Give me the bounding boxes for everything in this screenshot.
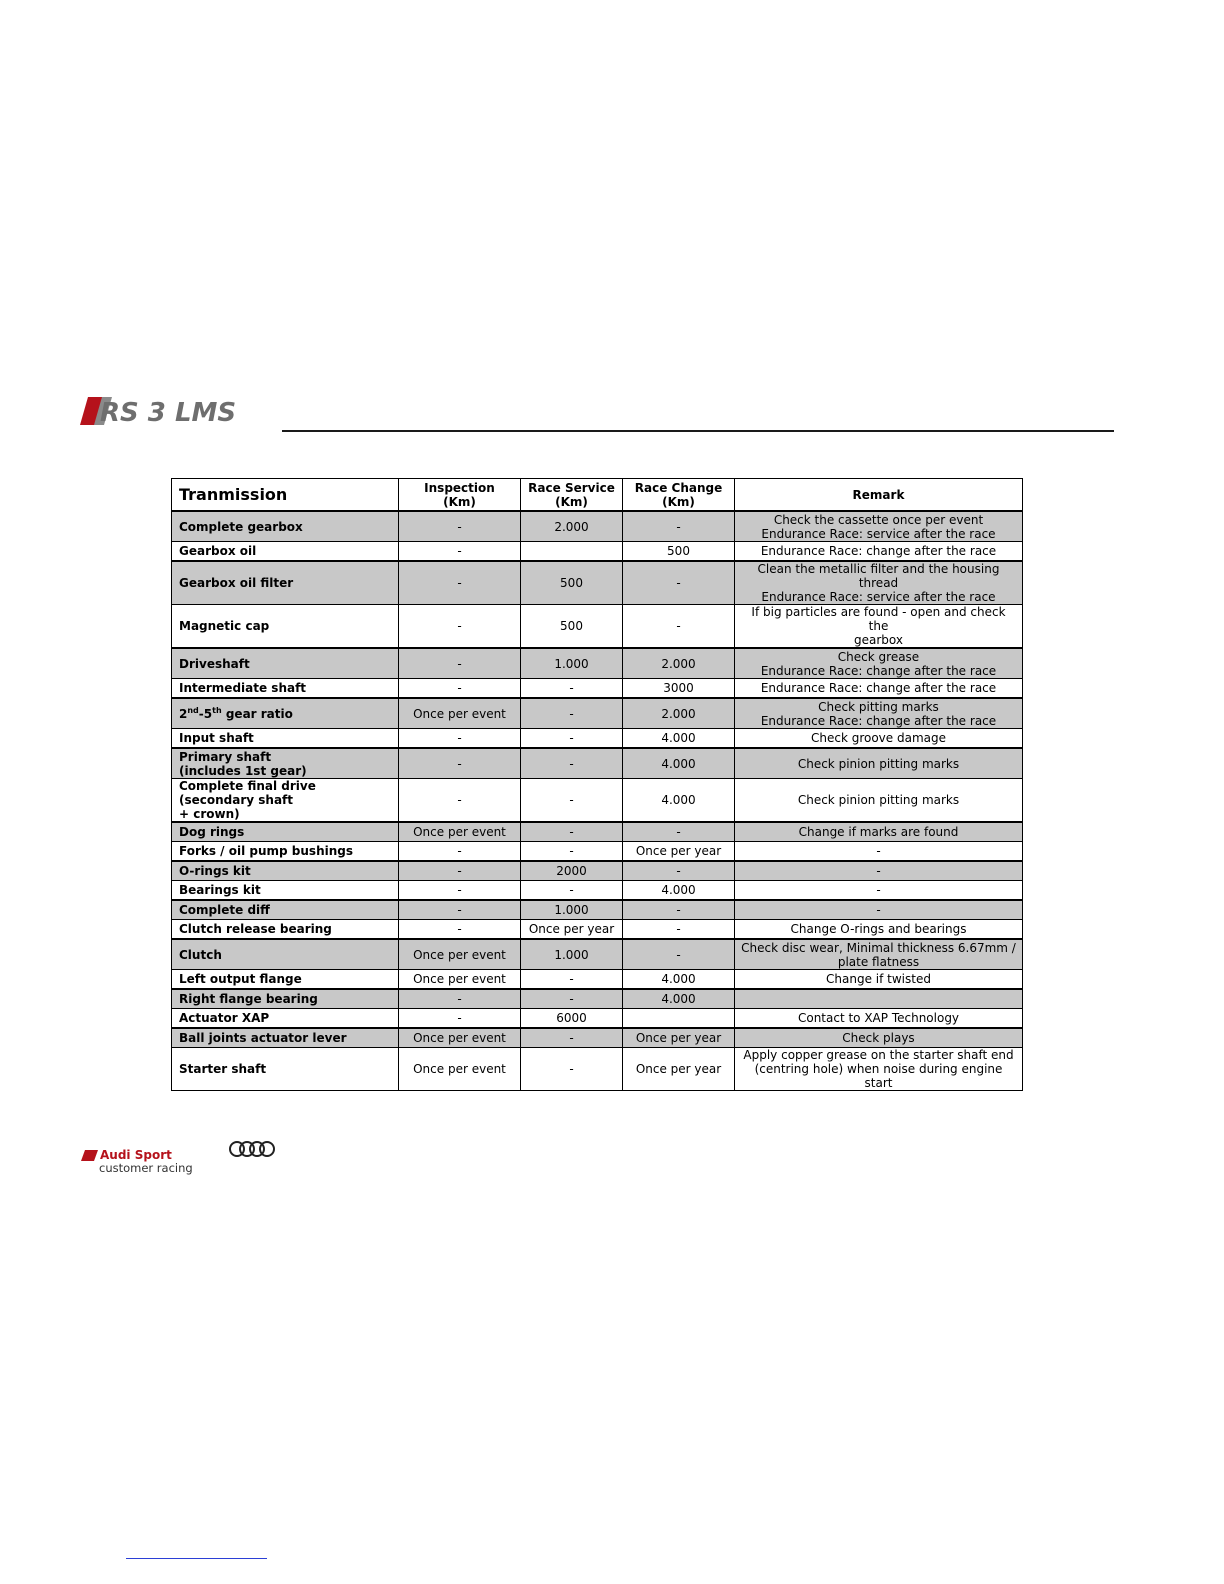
table-row	[172, 900, 1023, 920]
row-inspection: Once per event	[399, 698, 521, 729]
row-change: Once per year	[623, 1048, 735, 1091]
row-remark: Clean the metallic filter and the housing thread Endurance Race: service after the race	[735, 561, 1023, 605]
row-remark	[735, 989, 1023, 1009]
row-service: -	[521, 881, 623, 901]
table-row	[172, 679, 1023, 699]
row-change: Once per year	[623, 1028, 735, 1048]
row-service: -	[521, 1048, 623, 1091]
row-inspection: -	[399, 511, 521, 542]
row-name	[172, 698, 399, 729]
row-inspection: -	[399, 729, 521, 749]
row-remark: Check groove damage	[735, 729, 1023, 749]
gear-ratio-sup-th: th	[212, 705, 222, 715]
row-service: 2.000	[521, 511, 623, 542]
row-remark: If big particles are found - open and check the gearbox	[735, 605, 1023, 649]
row-service: -	[521, 748, 623, 779]
row-change: 4.000	[623, 748, 735, 779]
row-remark: Change O-rings and bearings	[735, 920, 1023, 940]
brand-line2: customer racing	[99, 1161, 193, 1175]
row-service: 1.000	[521, 900, 623, 920]
row-service: -	[521, 779, 623, 823]
table-row	[172, 511, 1023, 542]
row-inspection: Once per event	[399, 1048, 521, 1091]
row-change: -	[623, 605, 735, 649]
row-change: -	[623, 939, 735, 970]
row-service: -	[521, 729, 623, 749]
table-row	[172, 939, 1023, 970]
row-change: -	[623, 861, 735, 881]
row-inspection: -	[399, 679, 521, 699]
table-row	[172, 1009, 1023, 1029]
row-name: Driveshaft	[172, 648, 399, 679]
row-name: Input shaft	[172, 729, 399, 749]
table-row	[172, 1028, 1023, 1048]
col-header-inspection: Inspection (Km)	[399, 479, 521, 512]
gear-ratio-mid: -5	[198, 706, 213, 721]
table-row	[172, 779, 1023, 823]
table-row	[172, 748, 1023, 779]
row-name: Bearings kit	[172, 881, 399, 901]
row-inspection: -	[399, 920, 521, 940]
row-inspection: -	[399, 842, 521, 862]
row-remark: Change if twisted	[735, 970, 1023, 990]
row-service: 1.000	[521, 939, 623, 970]
row-name: Dog rings	[172, 822, 399, 842]
table-row	[172, 881, 1023, 901]
row-name: Gearbox oil	[172, 542, 399, 562]
row-name: Complete final drive (secondary shaft + crown)	[172, 779, 399, 823]
row-remark: Change if marks are found	[735, 822, 1023, 842]
table-row	[172, 842, 1023, 862]
table-row	[172, 970, 1023, 990]
gear-ratio-sup-nd: nd	[187, 705, 199, 715]
row-name: Primary shaft (includes 1st gear)	[172, 748, 399, 779]
table-row	[172, 861, 1023, 881]
row-service: -	[521, 989, 623, 1009]
row-remark: -	[735, 900, 1023, 920]
row-change: -	[623, 511, 735, 542]
audi-sport-logo	[80, 1140, 290, 1176]
row-inspection: Once per event	[399, 970, 521, 990]
table-row	[172, 648, 1023, 679]
rs3-lms-logo	[78, 394, 278, 428]
row-change: -	[623, 561, 735, 605]
footer-link-underline[interactable]	[126, 1558, 267, 1559]
row-inspection: Once per event	[399, 822, 521, 842]
row-inspection: -	[399, 748, 521, 779]
row-inspection: -	[399, 1009, 521, 1029]
row-service: -	[521, 698, 623, 729]
row-remark: Check pitting marks Endurance Race: change after the race	[735, 698, 1023, 729]
row-remark: Check pinion pitting marks	[735, 748, 1023, 779]
table-row	[172, 729, 1023, 749]
row-inspection: -	[399, 779, 521, 823]
table-row	[172, 920, 1023, 940]
row-inspection: Once per event	[399, 939, 521, 970]
gear-ratio-prefix: 2	[179, 706, 188, 721]
row-change: 4.000	[623, 729, 735, 749]
row-change: 4.000	[623, 881, 735, 901]
row-remark: -	[735, 861, 1023, 881]
row-inspection: -	[399, 861, 521, 881]
row-service: Once per year	[521, 920, 623, 940]
row-change: 3000	[623, 679, 735, 699]
table-title: Tranmission	[172, 479, 399, 512]
row-change: 500	[623, 542, 735, 562]
row-inspection: -	[399, 989, 521, 1009]
row-change	[623, 1009, 735, 1029]
row-name: Clutch release bearing	[172, 920, 399, 940]
table-row	[172, 542, 1023, 562]
row-change: 4.000	[623, 779, 735, 823]
row-change: 4.000	[623, 989, 735, 1009]
row-name: Gearbox oil filter	[172, 561, 399, 605]
table-row	[172, 1048, 1023, 1091]
row-inspection: -	[399, 542, 521, 562]
col-header-race-service: Race Service (Km)	[521, 479, 623, 512]
row-name: Left output flange	[172, 970, 399, 990]
row-name: Forks / oil pump bushings	[172, 842, 399, 862]
row-remark: Check disc wear, Minimal thickness 6.67mm / plate flatness	[735, 939, 1023, 970]
row-change: 2.000	[623, 648, 735, 679]
row-name: Complete diff	[172, 900, 399, 920]
table-header-row	[172, 479, 1023, 512]
row-name: Ball joints actuator lever	[172, 1028, 399, 1048]
row-remark: Endurance Race: change after the race	[735, 542, 1023, 562]
row-change: -	[623, 920, 735, 940]
col-header-race-change: Race Change (Km)	[623, 479, 735, 512]
row-name: Magnetic cap	[172, 605, 399, 649]
row-inspection: -	[399, 648, 521, 679]
row-change: 4.000	[623, 970, 735, 990]
row-change: -	[623, 900, 735, 920]
table-row	[172, 561, 1023, 605]
table-row	[172, 822, 1023, 842]
audi-rings-icon	[230, 1142, 274, 1156]
maintenance-table	[171, 478, 1023, 1091]
row-service: 500	[521, 605, 623, 649]
row-remark: Check the cassette once per event Endurance Race: service after the race	[735, 511, 1023, 542]
row-remark: Check plays	[735, 1028, 1023, 1048]
brand-line1: Audi Sport	[100, 1148, 172, 1162]
header-rule	[282, 430, 1114, 432]
row-change: -	[623, 822, 735, 842]
row-service	[521, 542, 623, 562]
row-service: 2000	[521, 861, 623, 881]
row-service: -	[521, 679, 623, 699]
row-name: Actuator XAP	[172, 1009, 399, 1029]
row-name: Intermediate shaft	[172, 679, 399, 699]
row-name: Clutch	[172, 939, 399, 970]
row-remark: -	[735, 842, 1023, 862]
row-service: -	[521, 1028, 623, 1048]
row-service: 500	[521, 561, 623, 605]
row-service: 1.000	[521, 648, 623, 679]
row-remark: Endurance Race: change after the race	[735, 679, 1023, 699]
row-change: 2.000	[623, 698, 735, 729]
row-remark: Check grease Endurance Race: change after the race	[735, 648, 1023, 679]
logo-text: RS 3 LMS	[100, 398, 237, 428]
row-inspection: -	[399, 561, 521, 605]
row-remark: -	[735, 881, 1023, 901]
col-header-remark: Remark	[735, 479, 1023, 512]
row-service: -	[521, 822, 623, 842]
table-row	[172, 698, 1023, 729]
row-name: Complete gearbox	[172, 511, 399, 542]
row-inspection: -	[399, 605, 521, 649]
row-service: -	[521, 970, 623, 990]
row-remark: Check pinion pitting marks	[735, 779, 1023, 823]
row-name: O-rings kit	[172, 861, 399, 881]
row-service: -	[521, 842, 623, 862]
row-inspection: -	[399, 900, 521, 920]
row-service: 6000	[521, 1009, 623, 1029]
row-remark: Contact to XAP Technology	[735, 1009, 1023, 1029]
row-inspection: -	[399, 881, 521, 901]
table-row	[172, 989, 1023, 1009]
row-remark: Apply copper grease on the starter shaft end (centring hole) when noise during engine start	[735, 1048, 1023, 1091]
row-inspection: Once per event	[399, 1028, 521, 1048]
gear-ratio-suffix: gear ratio	[221, 706, 293, 721]
table-row	[172, 605, 1023, 649]
row-name: Right flange bearing	[172, 989, 399, 1009]
row-change: Once per year	[623, 842, 735, 862]
row-name: Starter shaft	[172, 1048, 399, 1091]
